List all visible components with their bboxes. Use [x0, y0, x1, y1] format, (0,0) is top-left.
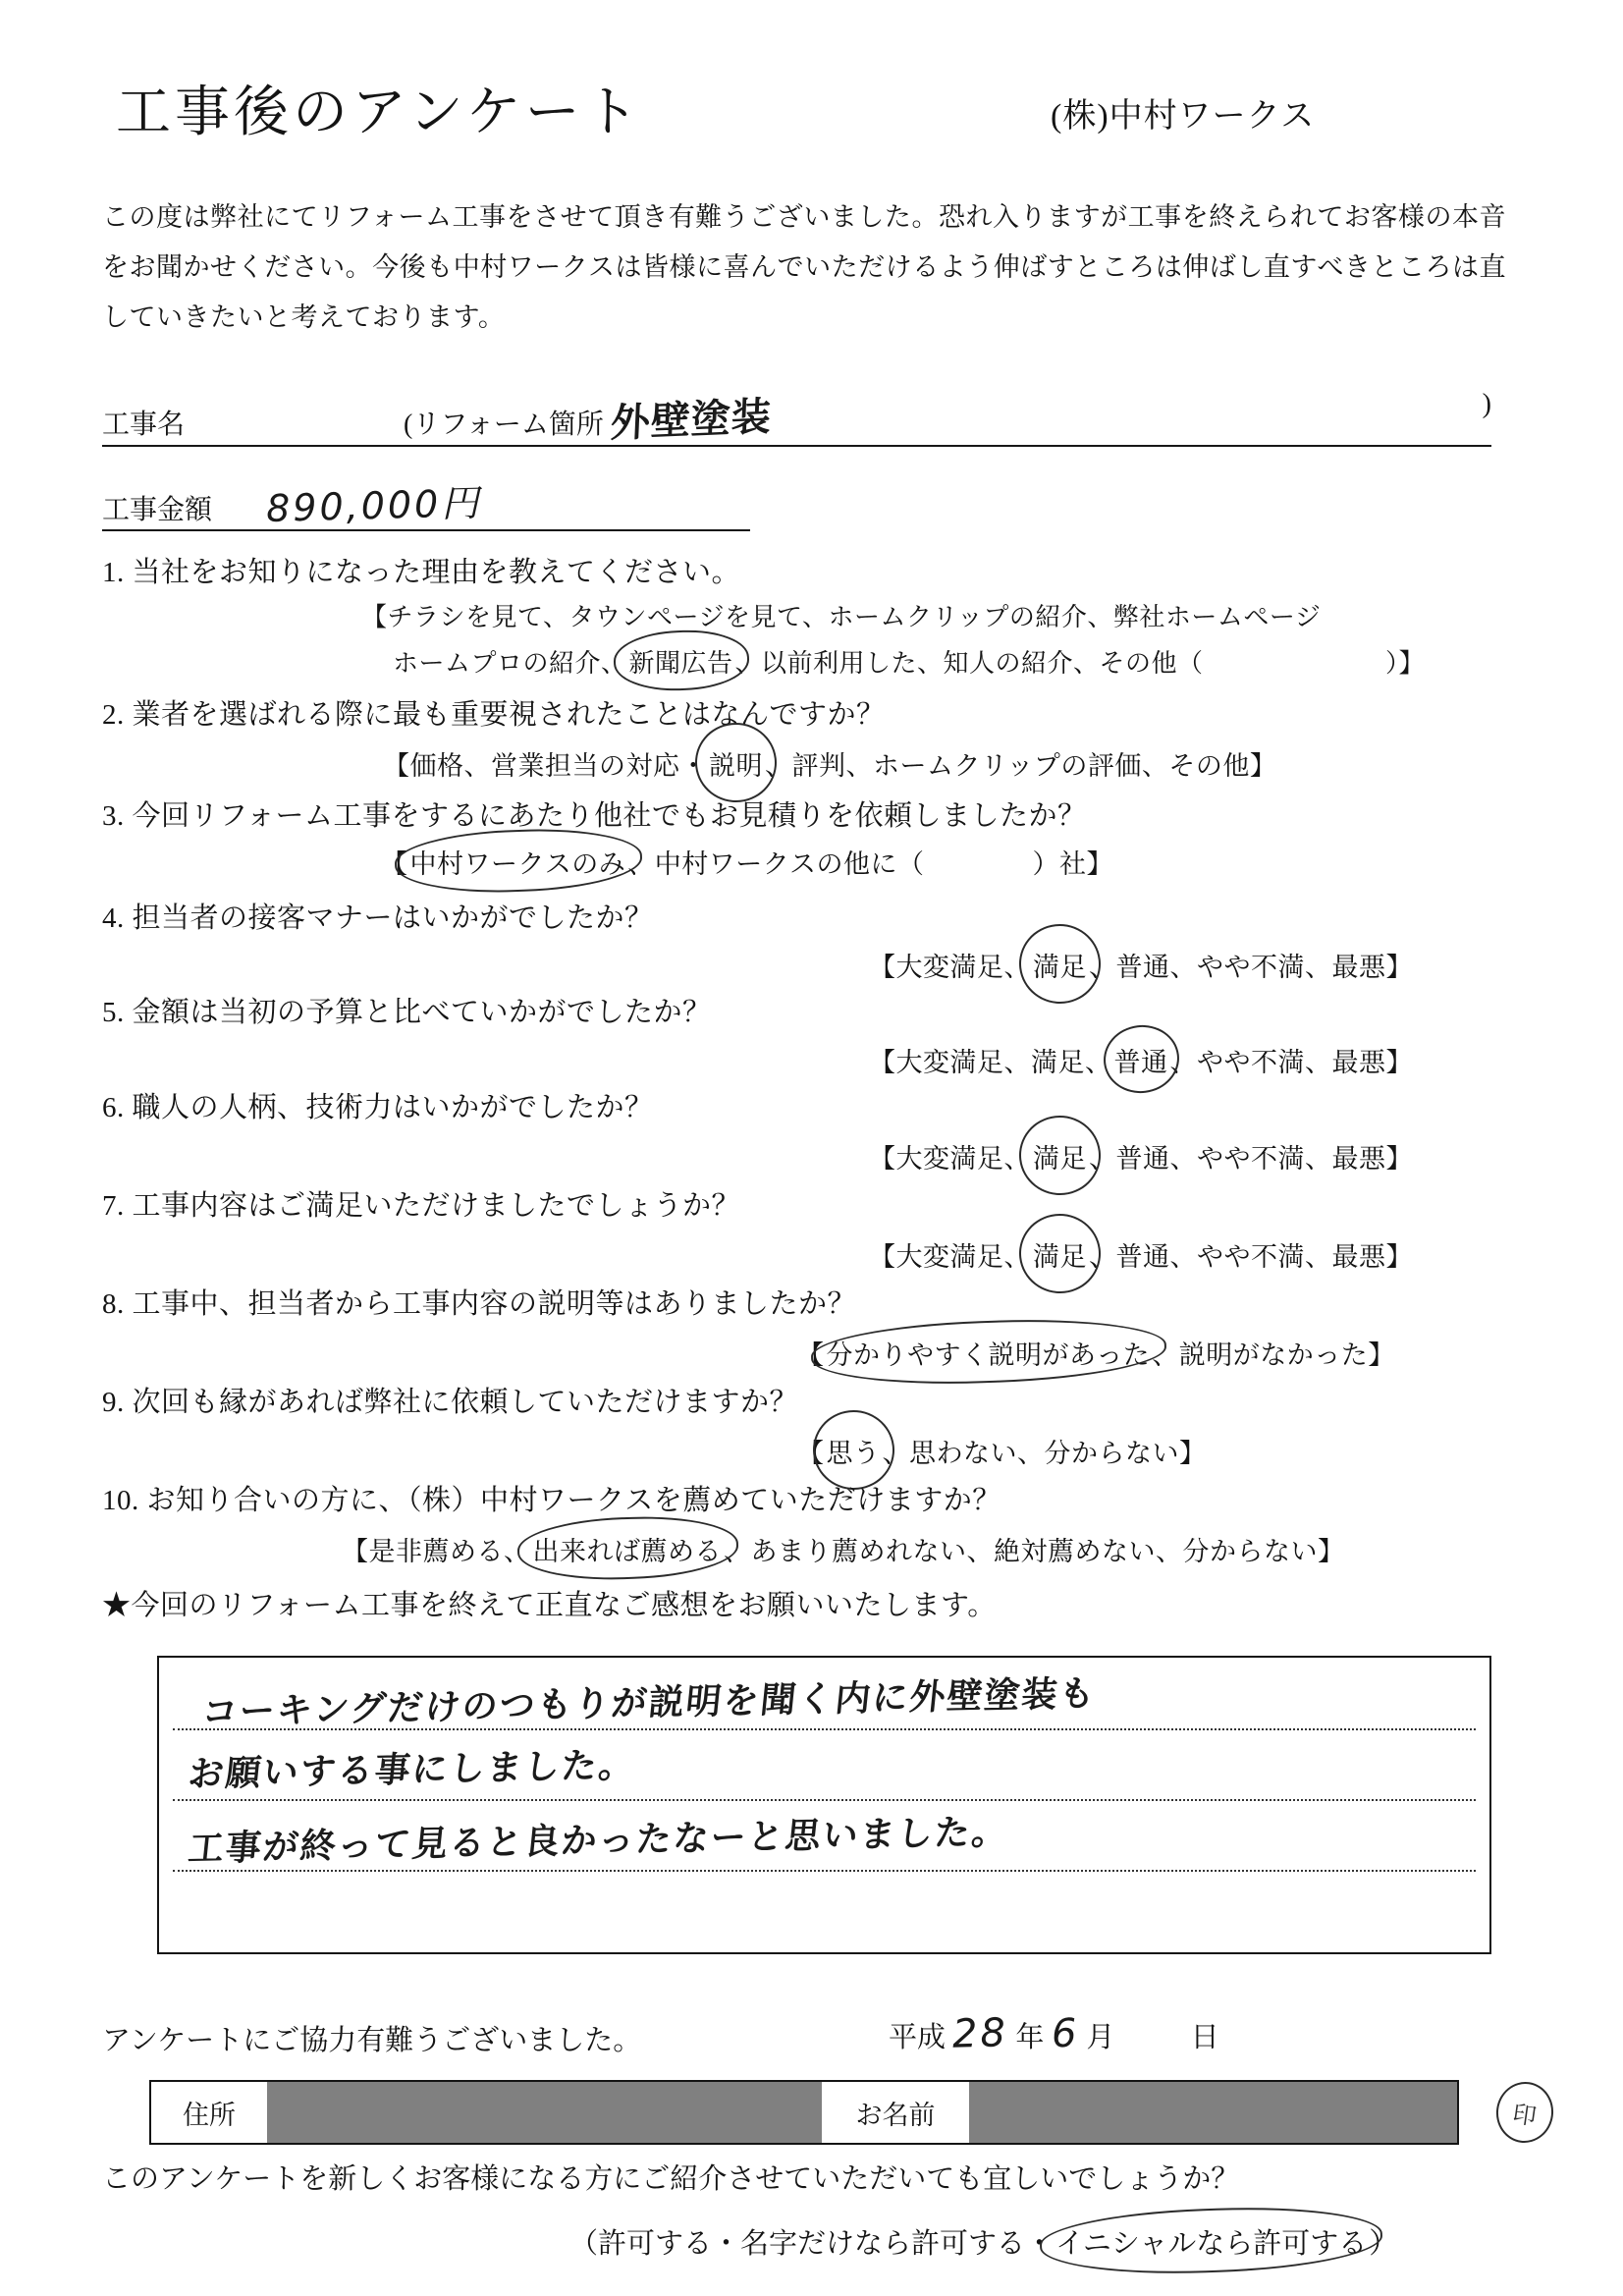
- question-6-number: 6.: [102, 1092, 125, 1123]
- date-year-value: 28: [951, 2010, 1009, 2057]
- amount-field: [102, 475, 750, 531]
- q1-options-post: 、以前利用した、知人の紹介、その他（ ）】: [734, 649, 1426, 678]
- project-paren-open: (リフォーム箇所: [404, 410, 604, 440]
- q1-options-pre: 【チラシを見て、タウンページを見て、ホームクリップの紹介、弊社ホームページ: [361, 603, 1322, 631]
- date-month-value: 6: [1051, 2010, 1080, 2057]
- question-2: [102, 692, 886, 733]
- thanks-text: アンケートにご協力有難うございました。: [102, 2025, 642, 2056]
- company-name: (株)中村ワークス: [1051, 98, 1316, 135]
- question-7-number: 7.: [102, 1190, 125, 1222]
- question-2-number: 2.: [102, 699, 125, 731]
- question-7-options: [869, 1235, 1413, 1274]
- question-4-text: 担当者の接客マナーはいかがでしたか？: [132, 902, 654, 934]
- question-5-options: [869, 1041, 1413, 1079]
- question-10-text: お知り合いの方に、（株）中村ワークスを薦めていただけますか？: [146, 1485, 1001, 1516]
- question-10-options: [342, 1530, 1345, 1568]
- q9-options-pre: 【: [797, 1439, 825, 1468]
- q3-options-pre: 【: [381, 849, 408, 879]
- question-3-number: 3.: [102, 800, 125, 832]
- question-4-number: 4.: [102, 902, 125, 934]
- permission-question: このアンケートを新しくお客様になる方にご紹介させていただいても宜しいでしょうか？: [102, 2163, 1240, 2195]
- question-9-text: 次回も縁があれば弊社に依頼していただけますか？: [132, 1387, 799, 1418]
- permission-selected-option[interactable]: イニシャルなら許可する: [1054, 2221, 1369, 2262]
- project-name-value: 外壁塗装: [609, 394, 773, 447]
- q10-selected-option[interactable]: 出来れば薦める: [531, 1530, 725, 1568]
- question-1-options-line1: [361, 597, 1321, 633]
- comment-rule-2: [173, 1799, 1476, 1801]
- date-line: [889, 2011, 1219, 2056]
- q9-options-post: 、思わない、分からない】: [882, 1439, 1207, 1468]
- question-2-options: [383, 744, 1276, 783]
- q3-options-post: 、中村ワークスの他に（ ）社】: [627, 849, 1113, 879]
- question-3-options: [381, 843, 1113, 881]
- question-6-options: [869, 1137, 1413, 1175]
- comment-line-1: コーキングだけのつもりが説明を聞く内に外壁塗装も: [199, 1673, 1099, 1733]
- question-1: [102, 550, 740, 590]
- q4-options-post: 、普通、やや不満、最悪】: [1089, 953, 1413, 982]
- question-4-options: [869, 946, 1413, 984]
- q6-selected-option[interactable]: 満足: [1031, 1137, 1089, 1175]
- question-8-number: 8.: [102, 1288, 125, 1320]
- comment-rule-3: [173, 1870, 1476, 1872]
- question-10: [102, 1478, 1001, 1518]
- project-name-field: [102, 389, 1491, 447]
- q1-selected-option[interactable]: 新聞広告: [627, 643, 735, 680]
- q10-options-post: 、あまり薦めれない、絶対薦めない、分からない】: [724, 1537, 1345, 1566]
- question-5-text: 金額は当初の予算と比べていかがでしたか？: [132, 997, 712, 1028]
- question-10-number: 10.: [102, 1485, 139, 1516]
- name-label: お名前: [822, 2082, 969, 2143]
- q8-selected-option[interactable]: 分かりやすく説明があった: [825, 1334, 1153, 1372]
- q9-selected-option[interactable]: 思う: [825, 1432, 883, 1470]
- comment-line-2: お願いする事にしました。: [186, 1745, 638, 1795]
- page-title: 工事後のアンケート: [116, 82, 643, 143]
- name-redacted-value: [969, 2082, 1457, 2143]
- question-9-options: [797, 1432, 1207, 1470]
- page-header: [0, 41, 1623, 143]
- comment-prompt: ★今回のリフォーム工事を終えて正直なご感想をお願いいたします。: [102, 1590, 997, 1621]
- comment-line-3: 工事が終って見ると良かったなーと思いました。: [186, 1812, 1011, 1870]
- q5-options-pre: 【大変満足、満足、: [869, 1048, 1112, 1077]
- amount-value: 890,000円: [265, 480, 482, 531]
- year-unit: 年: [1015, 2022, 1045, 2053]
- permission-options-post: ）: [1369, 2228, 1398, 2260]
- question-8-options: [797, 1334, 1395, 1372]
- question-3-text: 今回リフォーム工事をするにあたり他社でもお見積りを依頼しましたか？: [132, 800, 1087, 832]
- q6-options-post: 、普通、やや不満、最悪】: [1089, 1144, 1413, 1174]
- customer-info-table: [149, 2080, 1459, 2145]
- q10-options-pre: 【是非薦める、: [342, 1537, 531, 1566]
- question-7: [102, 1183, 740, 1224]
- q8-options-pre: 【: [797, 1340, 825, 1370]
- q2-options-post: 、評判、ホームクリップの評価、その他】: [765, 751, 1277, 781]
- q4-selected-option[interactable]: 満足: [1031, 946, 1089, 984]
- q5-selected-option[interactable]: 普通: [1112, 1041, 1170, 1079]
- project-paren-close: ): [1482, 389, 1491, 419]
- era-label: 平成: [889, 2022, 947, 2053]
- q2-selected-option[interactable]: 説明: [707, 744, 765, 783]
- question-5: [102, 990, 712, 1030]
- question-6: [102, 1085, 654, 1125]
- question-6-text: 職人の人柄、技術力はいかがでしたか？: [132, 1092, 654, 1123]
- question-8: [102, 1282, 856, 1322]
- q7-options-pre: 【大変満足、: [869, 1242, 1031, 1272]
- comment-box[interactable]: [157, 1656, 1491, 1954]
- month-unit: 月: [1086, 2022, 1115, 2053]
- q5-options-post: 、やや不満、最悪】: [1169, 1048, 1413, 1077]
- permission-options-pre: （許可する・名字だけなら許可する・: [569, 2228, 1055, 2260]
- q1-options-pre2: ホームプロの紹介、: [393, 649, 627, 678]
- q6-options-pre: 【大変満足、: [869, 1144, 1031, 1174]
- q3-selected-option[interactable]: 中村ワークスのみ: [408, 843, 628, 881]
- question-3: [102, 793, 1087, 834]
- question-2-text: 業者を選ばれる際に最も重要視されたことはなんですか？: [132, 699, 886, 731]
- question-5-number: 5.: [102, 997, 125, 1028]
- q7-options-post: 、普通、やや不満、最悪】: [1089, 1242, 1413, 1272]
- q4-options-pre: 【大変満足、: [869, 953, 1031, 982]
- project-name-label: 工事名: [102, 410, 186, 440]
- question-1-number: 1.: [102, 557, 125, 588]
- q7-selected-option[interactable]: 満足: [1031, 1235, 1089, 1274]
- amount-label: 工事金額: [102, 495, 213, 525]
- question-1-text: 当社をお知りになった理由を教えてください。: [132, 557, 741, 588]
- q8-options-post: 、説明がなかった】: [1152, 1340, 1395, 1370]
- permission-options: [569, 2221, 1397, 2262]
- address-label: 住所: [151, 2082, 267, 2143]
- question-1-options-line2: [393, 643, 1425, 680]
- intro-paragraph: この度は弊社にてリフォーム工事をさせて頂き有難うございました。恐れ入りますが工事を終えられてお客様の本音をお聞かせください。今後も中村ワークスは皆様に喜んでいただけるよう伸ばすところは伸ばし直すべきところは直していきたいと考えております。: [102, 202, 1506, 332]
- question-9: [102, 1380, 798, 1420]
- q2-options-pre: 【価格、営業担当の対応・: [383, 751, 707, 781]
- question-8-text: 工事中、担当者から工事内容の説明等はありましたか？: [132, 1288, 857, 1320]
- question-7-text: 工事内容はご満足いただけましたでしょうか？: [132, 1190, 741, 1222]
- question-9-number: 9.: [102, 1387, 125, 1418]
- seal-icon: 印: [1492, 2078, 1557, 2146]
- address-redacted-value: [267, 2082, 822, 2143]
- day-unit: 日: [1190, 2022, 1219, 2053]
- question-4: [102, 896, 654, 936]
